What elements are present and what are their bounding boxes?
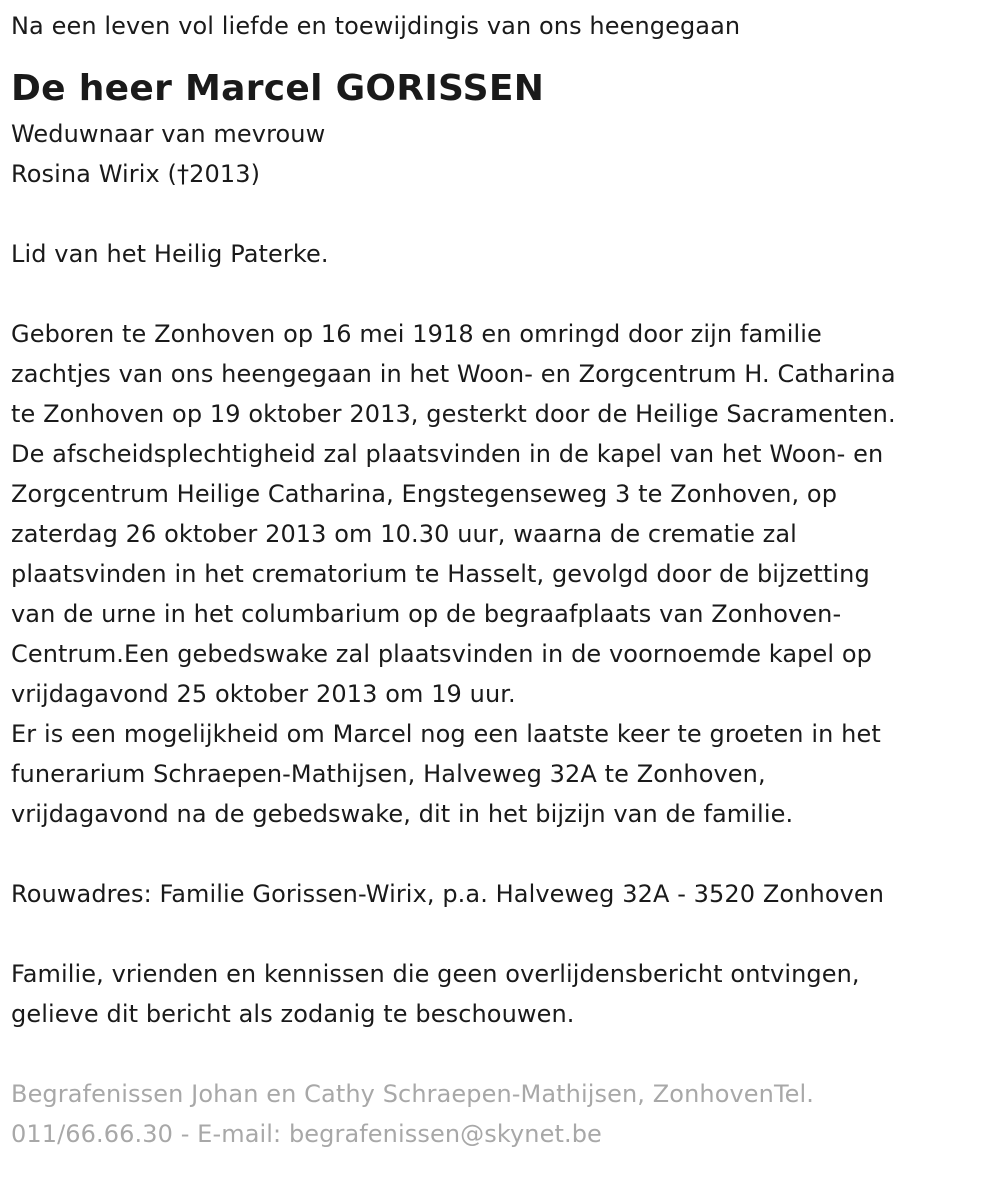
spacer	[11, 834, 1000, 874]
spouse-line: Weduwnaar van mevrouw	[11, 120, 326, 148]
notice-line: gelieve dit bericht als zodanig te beschouwen.	[11, 1000, 575, 1028]
body-line: te Zonhoven op 19 oktober 2013, gesterkt door de Heilige Sacramenten.	[11, 400, 896, 428]
body-line: van de urne in het columbarium op de begraafplaats van Zonhoven-	[11, 600, 842, 628]
footer-line: 011/66.66.30 - E-mail: begrafenissen@skynet.be	[11, 1120, 602, 1148]
footer-line: Begrafenissen Johan en Cathy Schraepen-Mathijsen, ZonhovenTel.	[11, 1080, 815, 1108]
body-line: De afscheidsplechtigheid zal plaatsvinden in de kapel van het Woon- en	[11, 440, 884, 468]
body-line: zaterdag 26 oktober 2013 om 10.30 uur, waarna de crematie zal	[11, 520, 797, 548]
mourning-address: Rouwadres: Familie Gorissen-Wirix, p.a. Halveweg 32A - 3520 Zonhoven	[11, 880, 885, 908]
undertaker-footer	[11, 1074, 1000, 1154]
body-line: plaatsvinden in het crematorium te Hasselt, gevolgd door de bijzetting	[11, 560, 870, 588]
body-paragraph	[11, 314, 1000, 834]
body-line: funerarium Schraepen-Mathijsen, Halveweg 32A te Zonhoven,	[11, 760, 766, 788]
deceased-name: De heer Marcel GORISSEN	[11, 68, 545, 109]
body-line: Er is een mogelijkheid om Marcel nog een laatste keer te groeten in het	[11, 720, 881, 748]
spacer	[11, 1034, 1000, 1074]
membership-text: Lid van het Heilig Paterke.	[11, 240, 329, 268]
spacer	[11, 194, 1000, 234]
notice-line: Familie, vrienden en kennissen die geen overlijdensbericht ontvingen,	[11, 960, 860, 988]
body-line: vrijdagavond 25 oktober 2013 om 19 uur.	[11, 680, 516, 708]
spouse-line: Rosina Wirix (†2013)	[11, 160, 261, 188]
body-line: Centrum.Een gebedswake zal plaatsvinden in de voornoemde kapel op	[11, 640, 872, 668]
spacer	[11, 914, 1000, 954]
body-line: Zorgcentrum Heilige Catharina, Engstegenseweg 3 te Zonhoven, op	[11, 480, 838, 508]
notice-block	[11, 954, 1000, 1034]
spouse-block	[11, 114, 1000, 194]
body-line: Geboren te Zonhoven op 16 mei 1918 en omringd door zijn familie	[11, 320, 822, 348]
intro-text: Na een leven vol liefde en toewijdingis van ons heengegaan	[11, 12, 741, 40]
body-line: zachtjes van ons heengegaan in het Woon- en Zorgcentrum H. Catharina	[11, 360, 896, 388]
spacer	[11, 274, 1000, 314]
body-line: vrijdagavond na de gebedswake, dit in het bijzijn van de familie.	[11, 800, 794, 828]
